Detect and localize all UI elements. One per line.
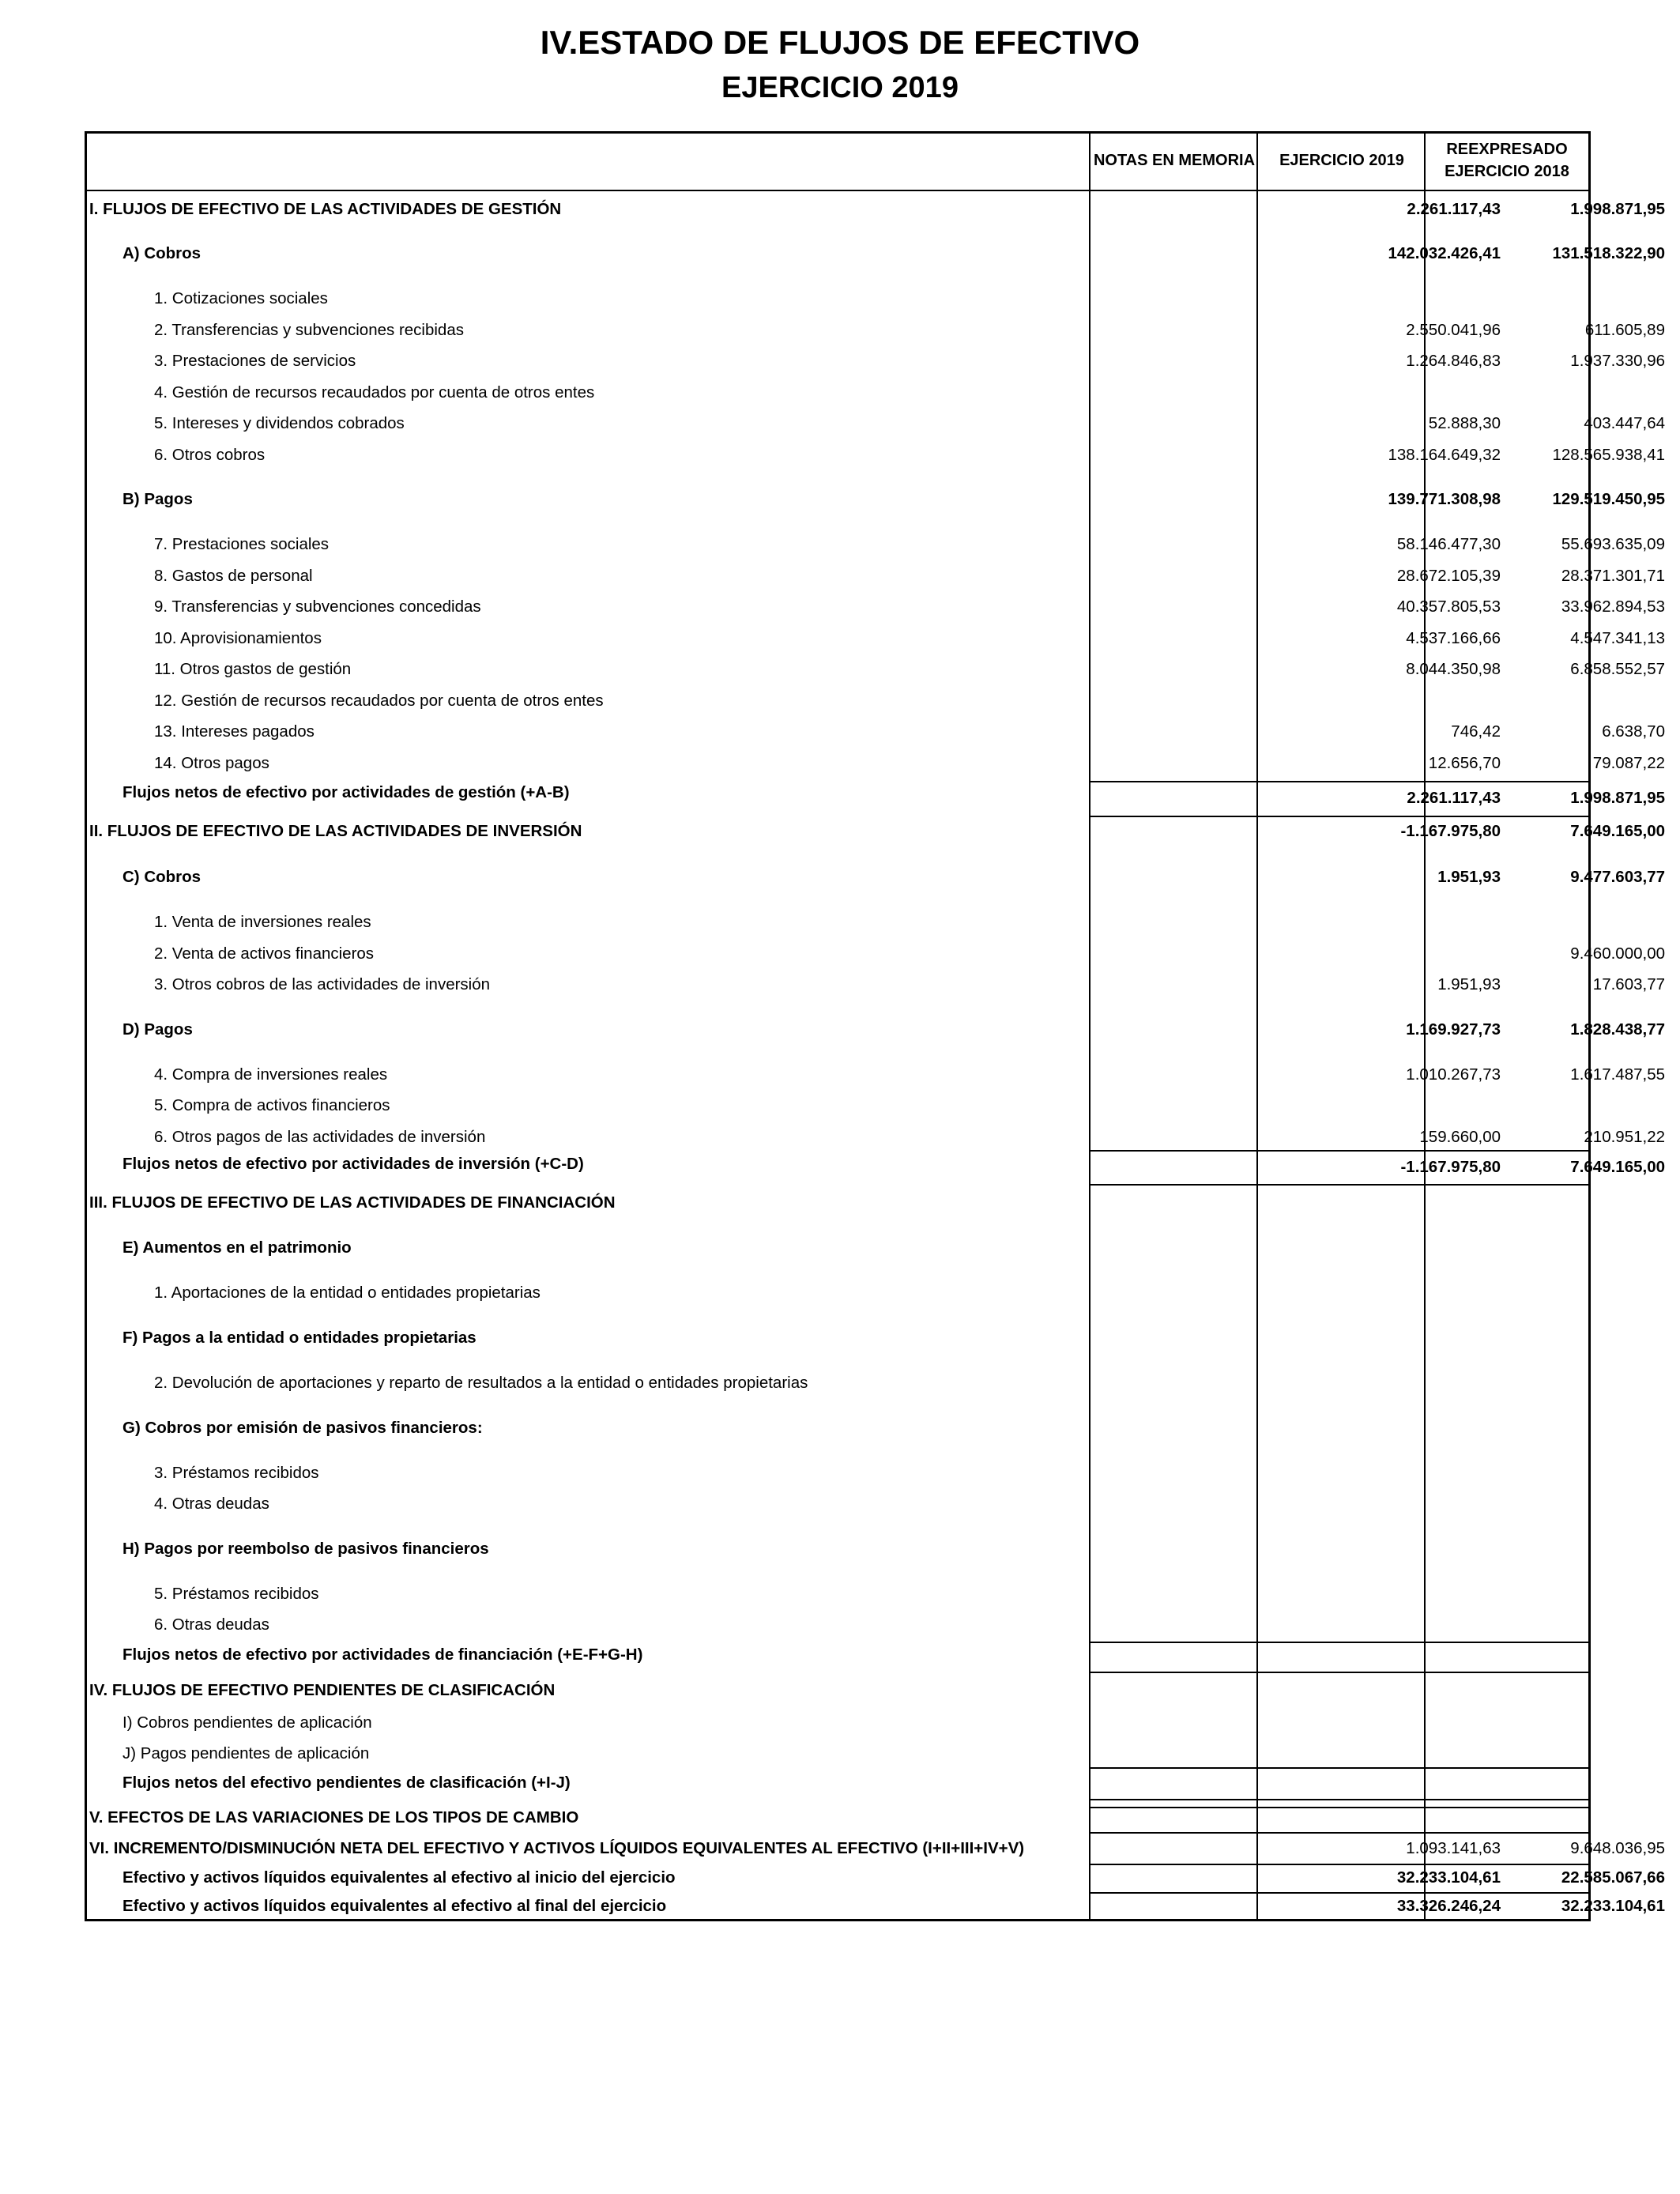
page-title: IV.ESTADO DE FLUJOS DE EFECTIVO — [540, 24, 1140, 61]
table-row: 1. Cotizaciones sociales — [154, 289, 328, 307]
col-line-2018-header — [1424, 131, 1426, 190]
table-row: 5. Intereses y dividendos cobrados 52.888,30 403.447,64 — [154, 414, 1665, 432]
table-row: F) Pagos a la entidad o entidades propietarias — [122, 1329, 477, 1347]
table-row: 13. Intereses pagados 746,42 6.638,70 — [154, 722, 1665, 741]
total-box-bottom-2 — [1089, 1184, 1591, 1186]
table-row: I. FLUJOS DE EFECTIVO DE LAS ACTIVIDADES DE GESTIÓN 2.261.117,43 1.998.871,95 — [89, 200, 1665, 218]
table-row: Efectivo y activos líquidos equivalentes al efectivo al inicio del ejercicio 32.233.104,61 22.585.067,66 — [122, 1868, 1665, 1887]
table-row: 6. Otras deudas — [154, 1615, 269, 1634]
table-row: Flujos netos del efectivo pendientes de clasificación (+I-J) — [122, 1774, 571, 1792]
page-subtitle: EJERCICIO 2019 — [721, 71, 959, 104]
table-row: Flujos netos de efectivo por actividades de financiación (+E-F+G-H) — [122, 1646, 643, 1664]
table-row: 14. Otros pagos 12.656,70 79.087,22 — [154, 754, 1665, 772]
col-header-2018: REEXPRESADO EJERCICIO 2018 — [1445, 141, 1569, 180]
table-row: Flujos netos de efectivo por actividades de inversión (+C-D) -1.167.975,80 7.649.165,00 — [122, 1155, 1665, 1176]
table-row: E) Aumentos en el patrimonio — [122, 1238, 352, 1257]
table-row: V. EFECTOS DE LAS VARIACIONES DE LOS TIPOS DE CAMBIO — [89, 1808, 579, 1826]
table-row: 11. Otros gastos de gestión 8.044.350,98 6.858.552,57 — [154, 660, 1665, 678]
table-row: II. FLUJOS DE EFECTIVO DE LAS ACTIVIDADES DE INVERSIÓN -1.167.975,80 7.649.165,00 — [89, 822, 1665, 840]
table-row: C) Cobros 1.951,93 9.477.603,77 — [122, 868, 1665, 886]
table-row: 6. Otros cobros 138.164.649,32 128.565.938,41 — [154, 446, 1665, 464]
table-row: 3. Prestaciones de servicios 1.264.846,83 1.937.330,96 — [154, 352, 1665, 370]
col-header-notas: NOTAS EN MEMORIA — [1093, 152, 1256, 169]
table-row: G) Cobros por emisión de pasivos financieros: — [122, 1419, 483, 1437]
table-row: B) Pagos 139.771.308,98 129.519.450,95 — [122, 490, 1665, 508]
table-row: Flujos netos de efectivo por actividades de gestión (+A-B) 2.261.117,43 1.998.871,95 — [122, 783, 1665, 807]
table-row: 12. Gestión de recursos recaudados por cuenta de otros entes — [154, 692, 604, 710]
table-row: 5. Préstamos recibidos — [154, 1585, 319, 1603]
table-row: 4. Otras deudas — [154, 1495, 269, 1513]
table-row: 9. Transferencias y subvenciones concedidas 40.357.805,53 33.962.894,53 — [154, 598, 1665, 616]
table-row: A) Cobros 142.032.426,41 131.518.322,90 — [122, 244, 1665, 262]
table-row: 8. Gastos de personal 28.672.105,39 28.371.301,71 — [154, 567, 1665, 585]
total-box-bottom-3 — [1089, 1672, 1591, 1673]
table-row: 4. Compra de inversiones reales 1.010.267,73 1.617.487,55 — [154, 1065, 1665, 1084]
table-row: 2. Transferencias y subvenciones recibidas 2.550.041,96 611.605,89 — [154, 321, 1665, 339]
table-row: Efectivo y activos líquidos equivalentes al efectivo al final del ejercicio 33.326.246,24 32.233.104,61 — [122, 1897, 1665, 1915]
table-row: 2. Devolución de aportaciones y reparto de resultados a la entidad o entidades propietarias — [154, 1374, 808, 1392]
table-row: D) Pagos 1.169.927,73 1.828.438,77 — [122, 1020, 1665, 1039]
table-row: 2. Venta de activos financieros 9.460.000,00 — [154, 944, 1665, 963]
table-row: 5. Compra de activos financieros — [154, 1096, 390, 1114]
table-row: 3. Otros cobros de las actividades de inversión 1.951,93 17.603,77 — [154, 975, 1665, 993]
table-row: III. FLUJOS DE EFECTIVO DE LAS ACTIVIDADES DE FINANCIACIÓN — [89, 1193, 616, 1212]
table-row: VI. INCREMENTO/DISMINUCIÓN NETA DEL EFECTIVO Y ACTIVOS LÍQUIDOS EQUIVALENTES AL EFECTIVO (I+II+III+IV+V) 1.093.141,63 9.648.036,95 — [89, 1839, 1665, 1857]
table-row: 6. Otros pagos de las actividades de inversión 159.660,00 210.951,22 — [154, 1128, 1665, 1146]
total-box-bottom-4 — [1089, 1799, 1591, 1800]
table-row: J) Pagos pendientes de aplicación — [122, 1744, 370, 1762]
table-row: 4. Gestión de recursos recaudados por cuenta de otros entes — [154, 383, 595, 401]
table-row: 1. Venta de inversiones reales — [154, 913, 371, 931]
table-row: 10. Aprovisionamientos 4.537.166,66 4.547.341,13 — [154, 629, 1665, 647]
col-header-2019: EJERCICIO 2019 — [1279, 152, 1404, 169]
table-row: I) Cobros pendientes de aplicación — [122, 1713, 372, 1732]
header-divider — [85, 190, 1591, 191]
col-line-2019-header — [1256, 131, 1258, 190]
table-row: 1. Aportaciones de la entidad o entidades propietarias — [154, 1284, 541, 1302]
table-row: 3. Préstamos recibidos — [154, 1464, 319, 1482]
table-row: 7. Prestaciones sociales 58.146.477,30 55.693.635,09 — [154, 535, 1665, 553]
table-row: IV. FLUJOS DE EFECTIVO PENDIENTES DE CLASIFICACIÓN — [89, 1681, 556, 1699]
table-row: H) Pagos por reembolso de pasivos financieros — [122, 1540, 489, 1558]
